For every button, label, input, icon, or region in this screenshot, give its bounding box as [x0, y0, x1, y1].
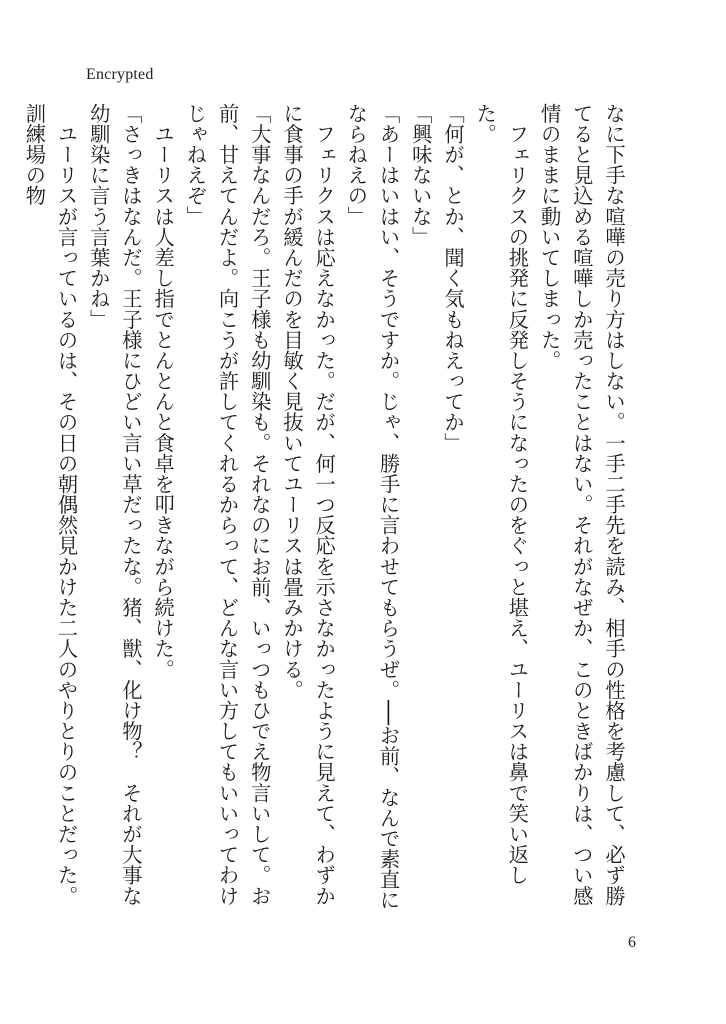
paragraph: フェリクスは応えなかった。だが、何一つ反応を示さなかったように見えて、わずかに食事の手が緩んだのを目敏く見抜いてユーリスは畳みかける。	[279, 103, 337, 907]
body-text	[22, 103, 630, 925]
paragraph: 「興味ないな」	[408, 103, 433, 248]
page-number: 6	[628, 934, 636, 951]
running-header: Encrypted	[86, 66, 154, 83]
paragraph: ユーリスが言っているのは、その日の朝偶然見かけた二人のやりとりのことだった。訓練場の物	[22, 103, 79, 907]
paragraph: なに下手な喧嘩の売り方はしない。一手二手先を読み、相手の性格を考慮して、必ず勝てると見込める喧嘩しか売ったことはない。それがなぜか、このときばかりは、つい感情のままに動いてしまった。	[537, 103, 626, 907]
paragraph: フェリクスの挑発に反発しそうになったのをぐっと堪え、ユーリスは鼻で笑い返した。	[473, 103, 530, 886]
paragraph: 「あーはいはい、そうですか。じゃ、勝手に言わせてもらうぜ。──お前、なんで素直にならねえの」	[344, 103, 401, 911]
paragraph: 「さっきはなんだ。王子様にひどい言い草だったな。猪、獣、化け物？ それが大事な幼馴染に言う言葉かね」	[86, 103, 143, 907]
paragraph: ユーリスは人差し指でとんとんと食卓を叩きながら続けた。	[151, 103, 176, 680]
paragraph: 「何が、とか、聞く気もねえってか」	[440, 103, 465, 454]
paragraph: 「大事なんだろ。王子様も幼馴染も。それなのにお前、いっつもひでえ物言いして。お前、甘えてんだよ。向こうが許してくれるからって、どんな言い方してもいいってわけじゃねえぞ」	[183, 103, 272, 907]
